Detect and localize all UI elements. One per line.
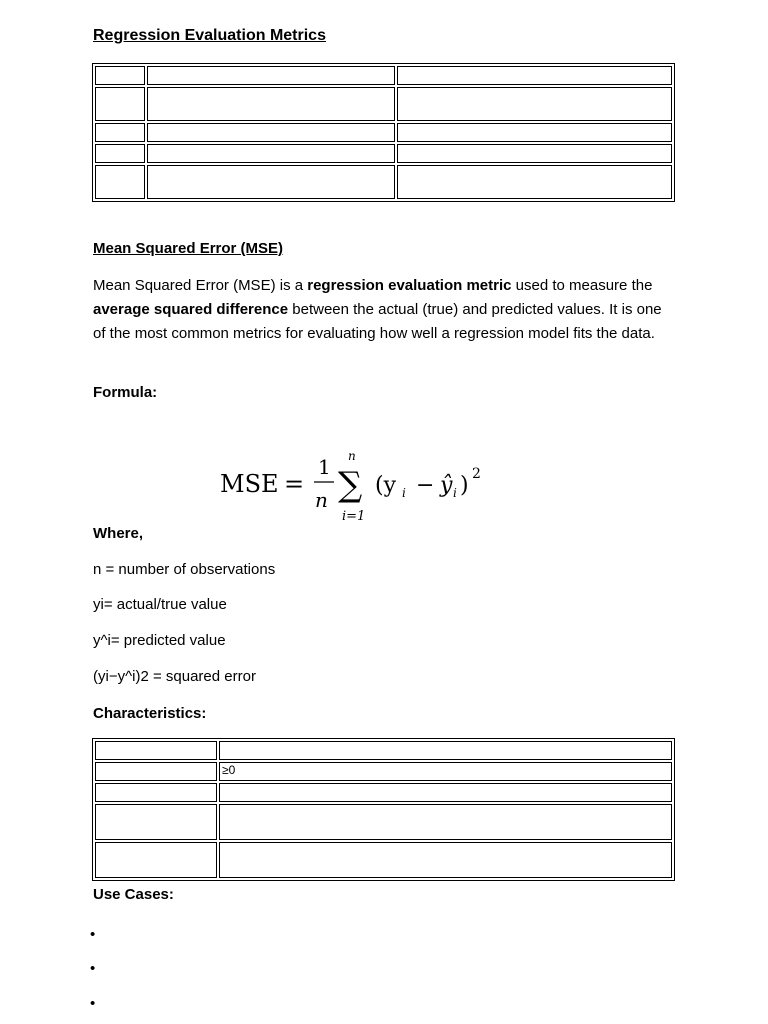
table-cell xyxy=(147,165,395,199)
table-cell xyxy=(397,87,672,121)
sum-symbol: ∑ xyxy=(338,465,363,505)
table-row xyxy=(95,741,672,760)
table-cell xyxy=(397,165,672,199)
formula-term: (y xyxy=(375,473,397,498)
yhat-subscript: i xyxy=(453,486,457,500)
table-cell xyxy=(95,804,217,840)
table-row xyxy=(95,87,672,121)
formula-power: 2 xyxy=(472,466,481,482)
formula-graphic xyxy=(220,450,500,530)
formula-label: Formula: xyxy=(93,384,158,401)
intro-paragraph xyxy=(93,274,673,346)
table-row xyxy=(95,144,672,163)
where-label: Where, xyxy=(93,525,144,542)
table-row xyxy=(95,783,672,802)
where-item: n = number of observations xyxy=(93,561,276,578)
table-cell xyxy=(219,741,672,760)
sum-upper: n xyxy=(348,450,356,463)
formula-minus: − xyxy=(416,473,435,498)
table-cell xyxy=(147,66,395,85)
where-item: y^i= predicted value xyxy=(93,632,226,649)
table-cell xyxy=(95,783,217,802)
bullet-point: • xyxy=(90,995,96,1012)
formula-equals: = xyxy=(284,470,305,498)
bullet-point: • xyxy=(90,960,96,977)
term-subscript: i xyxy=(402,486,406,500)
section-heading: Mean Squared Error (MSE) xyxy=(93,240,284,257)
formula-numerator: 1 xyxy=(318,455,331,479)
table-cell xyxy=(219,842,672,878)
table-cell xyxy=(95,842,217,878)
table-cell xyxy=(95,741,217,760)
table-cell: ≥0 xyxy=(219,762,672,781)
table-cell xyxy=(147,123,395,142)
page-title: Regression Evaluation Metrics xyxy=(93,27,326,44)
table-row xyxy=(95,804,672,840)
bullet-point: • xyxy=(90,926,96,943)
paragraph-bold: regression evaluation metric xyxy=(307,277,512,294)
characteristics-table xyxy=(92,738,675,881)
formula-denominator: n xyxy=(315,488,328,512)
table-row xyxy=(95,66,672,85)
paragraph-text: Mean Squared Error (MSE) is a xyxy=(93,277,308,294)
table-cell xyxy=(147,87,395,121)
use-cases-label: Use Cases: xyxy=(93,886,174,903)
table-cell xyxy=(397,144,672,163)
where-item: yi= actual/true value xyxy=(93,596,227,613)
table-cell xyxy=(219,804,672,840)
table-row xyxy=(95,842,672,878)
mse-formula xyxy=(220,450,500,530)
table-cell xyxy=(95,144,145,163)
formula-lhs: MSE xyxy=(220,470,279,498)
table-cell xyxy=(95,66,145,85)
table-cell xyxy=(147,144,395,163)
table-cell xyxy=(95,762,217,781)
metrics-table xyxy=(92,63,675,202)
paragraph-text: between the actual (true) and predicted values. It is one of the most common metrics for evaluating how well a regression model fits the data. xyxy=(93,301,662,342)
table-row xyxy=(95,165,672,199)
formula-close: ) xyxy=(460,473,469,498)
table-cell xyxy=(95,165,145,199)
table-cell xyxy=(95,123,145,142)
formula-yhat: ŷ xyxy=(440,473,453,498)
sum-lower: i=1 xyxy=(342,509,366,524)
table-cell xyxy=(397,123,672,142)
paragraph-bold: average squared difference xyxy=(93,301,289,318)
paragraph-text: used to measure the xyxy=(511,277,653,294)
table-cell xyxy=(219,783,672,802)
where-item: (yi−y^i)2 = squared error xyxy=(93,668,256,685)
table-cell xyxy=(95,87,145,121)
characteristics-label: Characteristics: xyxy=(93,705,207,722)
table-row xyxy=(95,123,672,142)
table-row xyxy=(95,762,672,781)
table-cell xyxy=(397,66,672,85)
